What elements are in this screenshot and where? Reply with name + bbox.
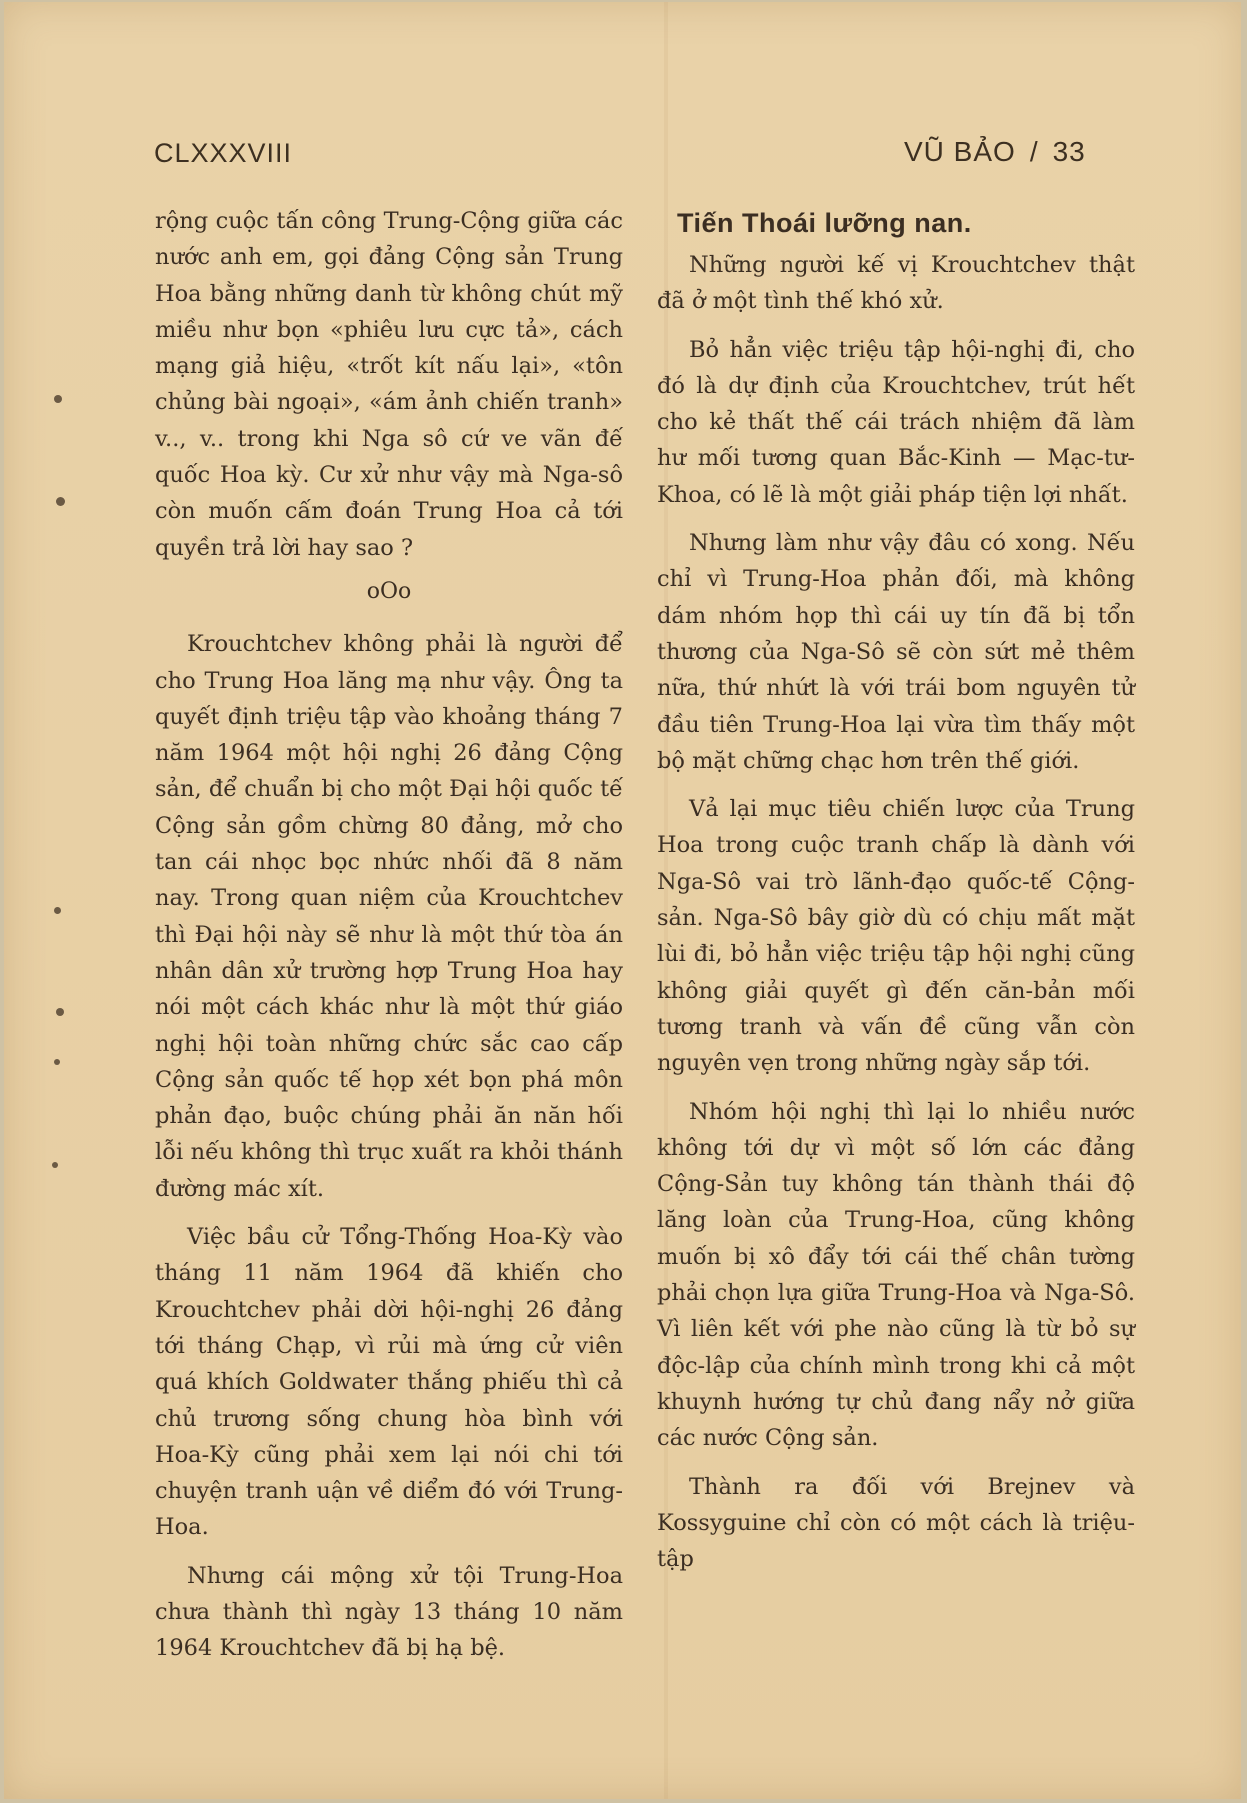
- paragraph: Vả lại mục tiêu chiến lược của Trung Hoa trong cuộc tranh chấp là dành với Nga-Sô vai trò lãnh-đạo quốc-tế Cộng-sản. Nga-Sô bây giờ dù có chịu mất mặt lùi đi, bỏ hẳn việc triệu tập hội nghị cũng không giải quyết gì đến căn-bản mối tương tranh và vấn đề cũng vẫn còn nguyên vẹn trong những ngày sắp tới.: [657, 796, 1135, 1077]
- book-page: [4, 2, 1241, 1799]
- ink-speck: [52, 1162, 58, 1168]
- ink-speck: [54, 1059, 60, 1065]
- page-number: 33: [1052, 136, 1086, 167]
- section-separator: oOo: [366, 578, 412, 604]
- paragraph: rộng cuộc tấn công Trung-Cộng giữa các nước anh em, gọi đảng Cộng sản Trung Hoa bằng những danh từ không chút mỹ miều như bọn «phiêu lưu cực tả», cách mạng giả hiệu, «trốt kít nấu lại», «tôn chủng bài ngoại», «ám ảnh chiến tranh» v.., v.. trong khi Nga sô cứ ve vãn đế quốc Hoa kỳ. Cư xử như vậy mà Nga-sô còn muốn cấm đoán Trung Hoa cả tới quyền trả lời hay sao ?: [155, 208, 623, 561]
- paragraph: Việc bầu cử Tổng-Thống Hoa-Kỳ vào tháng 11 năm 1964 đã khiến cho Krouchtchev phải dời hội-nghị 26 đảng tới tháng Chạp, vì rủi mà ứng cử viên quá khích Goldwater thắng phiếu thì cả chủ trương sống chung hòa bình với Hoa-Kỳ cũng phải xem lại nói chi tới chuyện tranh uận về diểm đó với Trung-Hoa.: [155, 1224, 623, 1541]
- ink-speck: [56, 1008, 64, 1016]
- paragraph: Krouchtchev không phải là người để cho Trung Hoa lăng mạ như vậy. Ông ta quyết định triệu tập vào khoảng tháng 7 năm 1964 một hội nghị 26 đảng Cộng sản, để chuẩn bị cho một Đại hội quốc tế Cộng sản gồm chừng 80 đảng, mở cho tan cái nhọc bọc nhức nhối đã 8 năm nay. Trong quan niệm của Krouchtchev thì Đại hội này sẽ như là một thứ tòa án nhân dân xử trường hợp Trung Hoa hay nói một cách khác như là một thứ giáo nghị hội toàn những chức sắc cao cấp Cộng sản quốc tế họp xét bọn phá môn phản đạo, buộc chúng phải ăn năn hối lỗi nếu không thì trục xuất ra khỏi thánh đường mác xít.: [155, 631, 623, 1202]
- paragraph: Những người kế vị Krouchtchev thật đã ở một tình thế khó xử.: [657, 252, 1135, 315]
- paragraph: Thành ra đối với Brejnev và Kossyguine chỉ còn có một cách là triệu-tập: [657, 1473, 1135, 1573]
- right-column: [657, 205, 1135, 1577]
- header-separator: /: [1029, 136, 1039, 167]
- left-column: [155, 203, 623, 1667]
- ink-speck: [56, 497, 65, 506]
- paragraph: Nhưng làm như vậy đâu có xong. Nếu chỉ vì Trung-Hoa phản đối, mà không dám nhóm họp thì cái uy tín đã bị tổn thương của Nga-Sô sẽ còn sứt mẻ thêm nữa, thứ nhứt là với trái bom nguyên tử đầu tiên Trung-Hoa lại vừa tìm thấy một bộ mặt chững chạc hơn trên thế giới.: [657, 530, 1135, 774]
- header-author: VŨ BẢO: [904, 136, 1016, 167]
- running-header-left: CLXXXVIII: [154, 138, 293, 168]
- paragraph: Bỏ hẳn việc triệu tập hội-nghị đi, cho đó là dự định của Krouchtchev, trút hết cho kẻ thất thế cái trách nhiệm đã làm hư mối tương quan Bắc-Kinh — Mạc-tư-Khoa, có lẽ là một giải pháp tiện lợi nhất.: [657, 336, 1135, 508]
- paragraph: Nhưng cái mộng xử tội Trung-Hoa chưa thành thì ngày 13 tháng 10 năm 1964 Krouchtchev đã bị hạ bệ.: [155, 1562, 623, 1662]
- paragraph: Nhóm hội nghị thì lại lo nhiều nước không tới dự vì một số lớn các đảng Cộng-Sản tuy không tán thành thái độ lăng loàn của Trung-Hoa, cũng không muốn bị xô đẩy tới cái thế chân tường phải chọn lựa giữa Trung-Hoa và Nga-Sô. Vì liên kết với phe nào cũng là từ bỏ sự độc-lập của chính mình trong khi cả một khuynh hướng tự chủ đang nẩy nở giữa các nước Cộng sản.: [657, 1098, 1135, 1452]
- running-header-right: [904, 136, 1086, 168]
- ink-speck: [54, 907, 61, 914]
- section-title: Tiến Thoái lưỡng nan.: [677, 208, 972, 238]
- ink-speck: [54, 395, 62, 403]
